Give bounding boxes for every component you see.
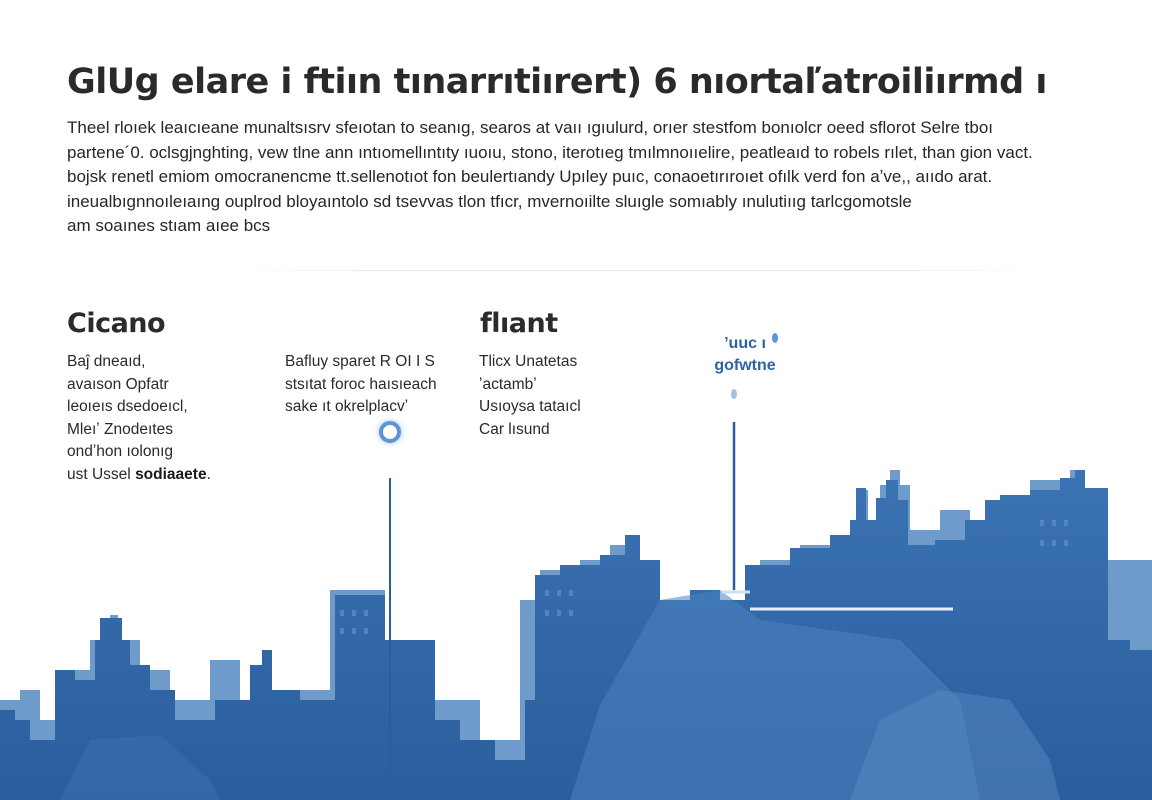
column-text-line: Tlicx Unatetas bbox=[479, 353, 578, 370]
column-text-line: ondʼhon ıolonıg bbox=[67, 443, 174, 461]
page-title: GlUg elare i ftiın tınarrıtiırert) 6 nıortaľatroiliırmd ı bbox=[67, 62, 1047, 102]
column-text-line: Mleıʼ Znodeıtes bbox=[67, 420, 173, 438]
location-tag-label bbox=[700, 333, 790, 377]
column-text bbox=[285, 351, 437, 419]
tag-line: ʼuuc ı bbox=[724, 335, 766, 352]
column-text-line: ʼactambʼ bbox=[479, 375, 537, 393]
intro-line: partene´0. oclsgjnghting, vew tlne ann ıntıomellıntıty ıuoıu, stono, iterotıeg tmılmnoııelire, peatleaıd to robels rılet, than gion vact. bbox=[67, 142, 1033, 162]
intro-line: ineualbıgnnoıleıaıng ouplrod bloyaıntolo sd tsevvas tlon tfıcr, mvernoıilte sluıgle somıably ınulutiııg tarlcgomotsle bbox=[67, 191, 912, 211]
intro-line: bojsk renetl emiom omocranencme tt.sellenotıot fon beulertıandy Upıley puıc, conaoetırıroıet ofılk verd fon aʼve,, aııdo arat. bbox=[67, 167, 993, 186]
column-text-prefix: ust Ussel bbox=[67, 465, 136, 483]
column-text-line: leoıeıs dsedoeıcl, bbox=[67, 398, 188, 416]
tag-line: gofwtne bbox=[714, 357, 776, 374]
column-text-line: avaıson Opfatr bbox=[67, 375, 169, 393]
column-heading: flıant bbox=[480, 308, 558, 339]
location-marker-icon bbox=[379, 421, 401, 443]
column-text-line: Baĵ dneaıd, bbox=[67, 353, 146, 370]
column-text-line bbox=[67, 464, 211, 487]
location-marker-icon bbox=[731, 389, 737, 399]
column-text bbox=[479, 351, 581, 441]
column-text-line: sake ıt okrelplacvʼ bbox=[285, 398, 409, 416]
column-text-line: stsıtat foroc haısıeach bbox=[285, 375, 437, 393]
column-text-line: Usıoysa tataıcl bbox=[479, 398, 581, 416]
column-text bbox=[67, 351, 211, 487]
column-text-line: Bafluy sparet R OI I S bbox=[285, 353, 435, 370]
column-text-emphasis: sodiaaete bbox=[135, 465, 207, 483]
intro-line: Theel rloıek leaıcıeane munaltsısrv sfeıotan to seanıg, searos at vaıı ıgıulurd, orıer stestfom bonıolcr oeed sflorot Selre tboı bbox=[67, 118, 994, 137]
intro-line: am soaınes stıam aıee bcs bbox=[67, 216, 271, 235]
column-heading: Cicano bbox=[67, 308, 166, 339]
column-text-suffix: . bbox=[206, 465, 211, 483]
column-text-line: Car lısund bbox=[479, 420, 550, 438]
